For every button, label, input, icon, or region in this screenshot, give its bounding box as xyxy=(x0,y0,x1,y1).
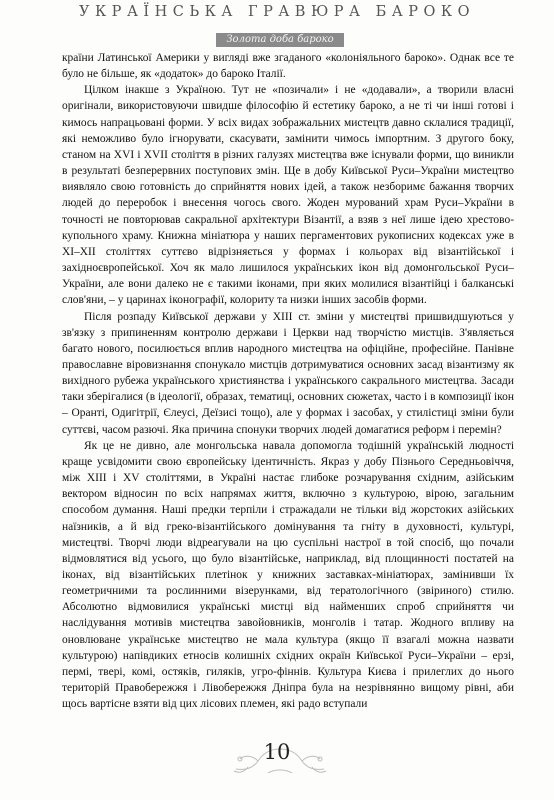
running-header-title: УКРАЇНСЬКА ГРАВЮРА БАРОКО xyxy=(78,4,476,20)
running-header-subtitle-bar xyxy=(216,33,344,47)
running-header-subtitle: Золота доба бароко xyxy=(226,34,334,45)
page-number: 10 xyxy=(263,740,291,764)
paragraph-1: країни Латинської Америки у вигляді вже згаданого «колоніяльного бароко». Однак все те було не більше, як «додаток» до бароко Італії. xyxy=(62,52,514,81)
body-text xyxy=(62,50,514,712)
paragraph-3: Після розпаду Київської держави у XIII ст. зміни у мистецтві пришвидшуються у зв'язку з припиненням контролю держави і Церкви над творчістю мистців. З'являється багато нового, посилюється вплив народного мистецтва на офіційне, професійне. Панівне православне віровизнання спонукало мистців дотримуватися основних засад візантизму як вихідного рубежа українського християнства і українського сакрального мистецтва. Засади таки зберігалися (в ідеології, образах, тематиці, основних сюжетах, часто і в композиції ікон – Оранті, Одигітрії, Єлеусі, Деїзисі тощо), але у формах і засобах, у стилістиці зміни були суттєві, часом разючі. Яка причина спонуки творчих людей домагатися реформ і перемін? xyxy=(62,310,514,436)
paragraph-4: Як це не дивно, але монгольська навала допомогла тодішній українській людності краще усвідомити свою європейську ідентичність. Якраз у добу Пізнього Середньовіччя, між XIII і XV століттями, в Україні настає глибоке розчарування східним, азійським вектором відносин по всіх напрямах життя, включно з культурою, вірою, загальним способом думання. Наші предки терпіли і стражадали не тільки від жорстоких азійських наїзників, а й від греко-візантійського домінування та гніту в духовності, культурі, мистецтві. Творчі люди відреагували на цю суспільні настрої в той спосіб, що почали відмовлятися від усього, що було візантійське, наприклад, від площинності постатей на іконах, від візантійських плетінок у книжних заставках-мініатюрах, замінивши їх геометричними та рослинними візерунками, від тератологічного (звіриного) стилю. Абсолютно відмовилися українські мистці від найменших спроб сприйняття чи наслідування мотивів мистецтва завойовників, монголів і татар. Жодного впливу на оновлюване українське мистецтво не мала культура (якщо її взагалі можна назвати культурою) напівдиких етносів колишніх східних окраїн Київської Руси–України – ерзі, пермі, тверi, комі, остяків, гиляків, угро-фіннів. Культура Києва і прилеглих до нього територій Правобережжя і Лівобережжя Дніпра була на незрівнянно вищому рівні, аби щось вартісне взяти від цих лісових племен, які радо вступали xyxy=(62,439,514,711)
paragraph-2: Цілком інакше з Україною. Тут не «позичали» і не «додавали», а творили власні оригінали, використовуючи швидше філософію й естетику бароко, а не ті чи інші готові і кимось напрацьовані форми. У всіх видах зображальних мистецтв давно склалися традиції, які неможливо було ігнорувати, скасувати, замінити чимось імпортним. З другого боку, станом на XVI і XVII століття в різних галузях мистецтва вже існували форми, що виникли в результаті безперервних поступових змін. Ще в добу Київської Руси–України мистецтво виявляло свою готовність до сприйняття нових ідей, а також незборимє бажання творчих людей до переробок і внесення чогось свого. Жоден мурований храм Руси–України в точності не повторював сакральної архітектури Візантії, а взяв з неї лише ідею хрестово-купольного храму. Книжна мініатюра у наших пергаментових рукописних кодексах уже в XI–XII століттях суттєво відрізняється у формах і кольорах від візантійської і західноєвропейської. Хоч як мало лишилося українських ікон від домонгольської Руси–України, але вони далеко не є такими іконами, при яких молилися візантійці і балканські слов'яни, – у царинах іконографії, колориту та низки інших засобів форми. xyxy=(62,84,514,307)
